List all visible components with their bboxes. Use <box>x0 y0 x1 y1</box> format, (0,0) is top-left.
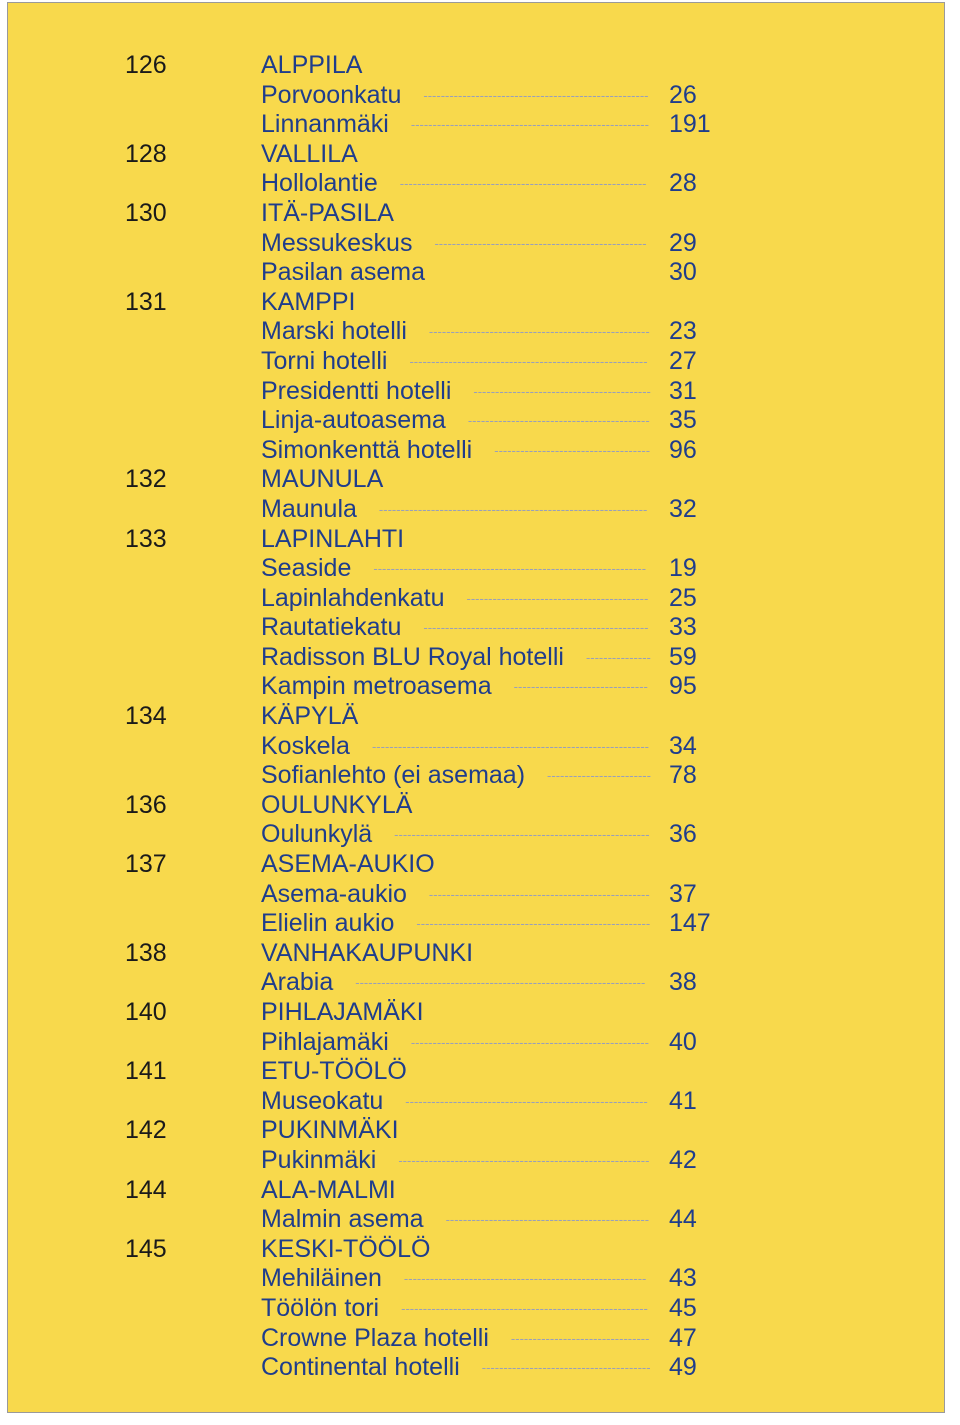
stop-row <box>8 820 944 850</box>
route-heading-row <box>8 465 944 495</box>
dot-leader: --------------------------------------------------- <box>428 324 650 340</box>
stop-name: Oulunkylä <box>261 820 373 849</box>
route-heading-row <box>8 140 944 170</box>
stop-name-group <box>261 1353 651 1383</box>
page-number: 45 <box>669 1293 697 1322</box>
stop-name: Torni hotelli <box>261 346 388 375</box>
route-number: 140 <box>125 998 167 1026</box>
stop-name: Porvoonkatu <box>261 80 402 109</box>
stop-name: Lapinlahdenkatu <box>261 583 445 612</box>
dot-leader: ------------------------------- <box>513 679 648 695</box>
dot-leader: ---------------------------------------------------------------- <box>371 738 650 754</box>
stop-name-group <box>261 406 650 436</box>
page-number: 40 <box>669 1027 697 1056</box>
page-number: 59 <box>669 642 697 671</box>
dot-leader: ----------------------------------------------- <box>445 1212 650 1228</box>
stop-name: Marski hotelli <box>261 317 407 346</box>
dot-leader: --------------- <box>585 649 651 665</box>
dot-leader: -------------------------------- <box>510 1330 650 1346</box>
route-number: 134 <box>125 702 167 731</box>
stop-name: Linnanmäki <box>261 110 389 139</box>
dot-leader: ----------------------------------------- <box>473 383 651 399</box>
stop-name-group <box>261 761 651 791</box>
stop-row <box>8 613 944 643</box>
stop-row <box>8 672 944 702</box>
stop-row <box>8 584 944 614</box>
route-index-list <box>8 51 944 1383</box>
dot-leader: ------------------------------------------------- <box>434 235 647 251</box>
stop-name-group <box>261 110 649 140</box>
stop-name-group <box>261 909 651 939</box>
route-number: 126 <box>125 51 167 79</box>
route-heading-row <box>8 1176 944 1206</box>
stop-row <box>8 968 944 998</box>
route-heading-row <box>8 51 944 81</box>
route-heading-row <box>8 525 944 555</box>
dot-leader: ------------------------------------------------------- <box>409 353 648 369</box>
stop-name-group <box>261 613 649 643</box>
stop-name-group <box>261 1086 648 1117</box>
page-number: 38 <box>669 968 697 997</box>
stop-row <box>8 1264 944 1294</box>
stop-name: Continental hotelli <box>261 1353 460 1382</box>
stop-name: Museokatu <box>261 1086 384 1115</box>
stop-name-group <box>261 346 648 377</box>
stop-row <box>8 1324 944 1354</box>
route-number: 138 <box>125 938 167 967</box>
area-title: ALA-MALMI <box>261 1175 396 1204</box>
area-title: ASEMA-AUKIO <box>261 850 435 879</box>
stop-row <box>8 1294 944 1324</box>
route-heading-row <box>8 939 944 969</box>
stop-name: Mehiläinen <box>261 1264 382 1293</box>
stop-row <box>8 377 944 407</box>
page-number: 31 <box>669 376 697 405</box>
route-number: 144 <box>125 1175 167 1204</box>
page-number: 78 <box>669 761 697 790</box>
area-title: ITÄ-PASILA <box>261 198 394 227</box>
stop-row <box>8 909 944 939</box>
dot-leader: ---------------------------------------------------- <box>423 87 649 103</box>
route-number: 136 <box>125 790 167 819</box>
dot-leader: ------------------------ <box>547 768 651 784</box>
route-number: 128 <box>125 139 167 168</box>
page-number: 43 <box>669 1264 697 1293</box>
dot-leader: ------------------------------------------------------- <box>410 1034 649 1050</box>
stop-name-group <box>261 1323 650 1354</box>
index-page <box>7 2 945 1413</box>
area-title: KAMPPI <box>261 287 356 316</box>
dot-leader: --------------------------------------------------- <box>428 886 650 902</box>
stop-row <box>8 317 944 347</box>
area-title: VANHAKAUPUNKI <box>261 938 474 967</box>
route-number: 130 <box>125 198 167 227</box>
route-heading-row <box>8 1057 944 1087</box>
page-number: 29 <box>669 228 697 257</box>
dot-leader: ----------------------------------------------------------- <box>394 827 650 843</box>
stop-name: Elielin aukio <box>261 909 395 938</box>
stop-name-group <box>261 169 647 199</box>
stop-name-group <box>261 317 650 347</box>
page-number: 147 <box>669 909 711 938</box>
route-heading-row <box>8 998 944 1028</box>
area-title: PIHLAJAMÄKI <box>261 998 424 1026</box>
page-number: 25 <box>669 583 697 612</box>
area-title: KÄPYLÄ <box>261 702 359 731</box>
area-title: OULUNKYLÄ <box>261 790 413 819</box>
stop-name-group <box>261 672 648 702</box>
area-title: ETU-TÖÖLÖ <box>261 1057 407 1086</box>
dot-leader: --------------------------------------------------------- <box>401 1300 648 1316</box>
route-number: 131 <box>125 287 167 316</box>
stop-name: Presidentti hotelli <box>261 376 452 405</box>
stop-row <box>8 347 944 377</box>
stop-name: Crowne Plaza hotelli <box>261 1323 489 1352</box>
stop-name: Kampin metroasema <box>261 672 492 701</box>
stop-name-group <box>261 1027 649 1058</box>
dot-leader: --------------------------------------------------------- <box>399 176 647 192</box>
dot-leader: ------------------------------------------ <box>466 590 649 606</box>
dot-leader: ------------------------------------------------------ <box>416 916 651 932</box>
area-title: VALLILA <box>261 139 358 168</box>
page-number: 41 <box>669 1086 697 1115</box>
route-heading-row <box>8 199 944 229</box>
stop-name-group <box>261 258 425 288</box>
page-number: 95 <box>669 672 697 701</box>
stop-row <box>8 81 944 111</box>
page-number: 26 <box>669 80 697 109</box>
stop-name-group <box>261 731 650 762</box>
stop-row <box>8 554 944 584</box>
stop-row <box>8 495 944 525</box>
page-number: 47 <box>669 1323 697 1352</box>
dot-leader: -------------------------------------------------------- <box>405 1093 648 1109</box>
route-heading-row <box>8 850 944 880</box>
page-number: 96 <box>669 435 697 464</box>
dot-leader: ------------------------------------------------------------------- <box>355 975 646 991</box>
stop-row <box>8 229 944 259</box>
dot-leader: ---------------------------------------------------------- <box>398 1152 650 1168</box>
dot-leader: --------------------------------------- <box>481 1360 651 1376</box>
stop-name-group <box>261 1145 650 1176</box>
stop-name: Arabia <box>261 968 334 997</box>
stop-row <box>8 258 944 288</box>
stop-name: Hollolantie <box>261 169 378 198</box>
route-number: 133 <box>125 524 167 553</box>
stop-name-group <box>261 376 651 407</box>
page-number: 23 <box>669 317 697 346</box>
stop-name-group <box>261 494 648 525</box>
stop-name: Pukinmäki <box>261 1145 377 1174</box>
page-number: 35 <box>669 406 697 435</box>
page-number: 191 <box>669 110 711 139</box>
stop-name: Asema-aukio <box>261 879 407 908</box>
stop-name: Töölön tori <box>261 1293 380 1322</box>
page-number: 33 <box>669 613 697 642</box>
page-number: 36 <box>669 820 697 849</box>
dot-leader: ------------------------------------------------------- <box>410 117 649 133</box>
stop-name-group <box>261 1293 648 1324</box>
stop-row <box>8 169 944 199</box>
stop-name-group <box>261 642 651 673</box>
stop-row <box>8 1205 944 1235</box>
route-heading-row <box>8 1235 944 1265</box>
stop-name: Rautatiekatu <box>261 613 402 642</box>
stop-name: Seaside <box>261 554 352 583</box>
stop-row <box>8 1146 944 1176</box>
page-number: 27 <box>669 346 697 375</box>
dot-leader: -------------------------------------------------------------- <box>378 501 648 517</box>
stop-name-group <box>261 80 649 111</box>
page-number: 42 <box>669 1145 697 1174</box>
page-number: 34 <box>669 731 697 760</box>
page-number: 28 <box>669 169 697 198</box>
stop-row <box>8 1028 944 1058</box>
stop-name: Radisson BLU Royal hotelli <box>261 642 564 671</box>
route-number: 141 <box>125 1057 167 1086</box>
stop-name: Malmin asema <box>261 1205 424 1234</box>
area-title: LAPINLAHTI <box>261 524 405 553</box>
area-title: ALPPILA <box>261 51 363 79</box>
page-number: 32 <box>669 494 697 523</box>
stop-row <box>8 732 944 762</box>
stop-name-group <box>261 879 650 910</box>
route-number: 132 <box>125 465 167 494</box>
stop-row <box>8 761 944 791</box>
stop-name: Sofianlehto (ei asemaa) <box>261 761 526 790</box>
stop-name: Messukeskus <box>261 228 413 257</box>
route-number: 137 <box>125 850 167 879</box>
area-title: KESKI-TÖÖLÖ <box>261 1234 431 1263</box>
dot-leader: ------------------------------------------ <box>467 413 650 429</box>
stop-row <box>8 110 944 140</box>
stop-row <box>8 1087 944 1117</box>
stop-row <box>8 880 944 910</box>
page-number: 44 <box>669 1205 697 1234</box>
page-number: 19 <box>669 554 697 583</box>
route-heading-row <box>8 1116 944 1146</box>
page-number: 37 <box>669 879 697 908</box>
dot-leader: ---------------------------------------------------- <box>423 620 649 636</box>
stop-name-group <box>261 435 651 466</box>
page-number: 49 <box>669 1353 697 1382</box>
dot-leader: -------------------------------------------------------- <box>403 1271 647 1287</box>
route-heading-row <box>8 288 944 318</box>
stop-name: Koskela <box>261 731 350 760</box>
stop-name: Maunula <box>261 494 357 523</box>
stop-name-group <box>261 1205 650 1235</box>
route-heading-row <box>8 791 944 821</box>
area-title: MAUNULA <box>261 465 384 494</box>
stop-row <box>8 406 944 436</box>
stop-name-group <box>261 583 649 614</box>
route-number: 145 <box>125 1234 167 1263</box>
stop-name: Pihlajamäki <box>261 1027 389 1056</box>
route-number: 142 <box>125 1116 167 1145</box>
stop-row <box>8 643 944 673</box>
stop-name-group <box>261 554 647 584</box>
stop-row <box>8 1353 944 1383</box>
stop-row <box>8 436 944 466</box>
stop-name-group <box>261 968 646 998</box>
stop-name-group <box>261 228 647 259</box>
stop-name: Simonkenttä hotelli <box>261 435 473 464</box>
area-title: PUKINMÄKI <box>261 1116 399 1145</box>
route-heading-row <box>8 702 944 732</box>
stop-name-group <box>261 820 650 850</box>
stop-name: Linja-autoasema <box>261 406 446 435</box>
page-number: 30 <box>669 258 697 287</box>
dot-leader: ------------------------------------ <box>494 442 651 458</box>
stop-name: Pasilan asema <box>261 258 425 287</box>
dot-leader: --------------------------------------------------------------- <box>373 561 647 577</box>
stop-name-group <box>261 1264 647 1294</box>
